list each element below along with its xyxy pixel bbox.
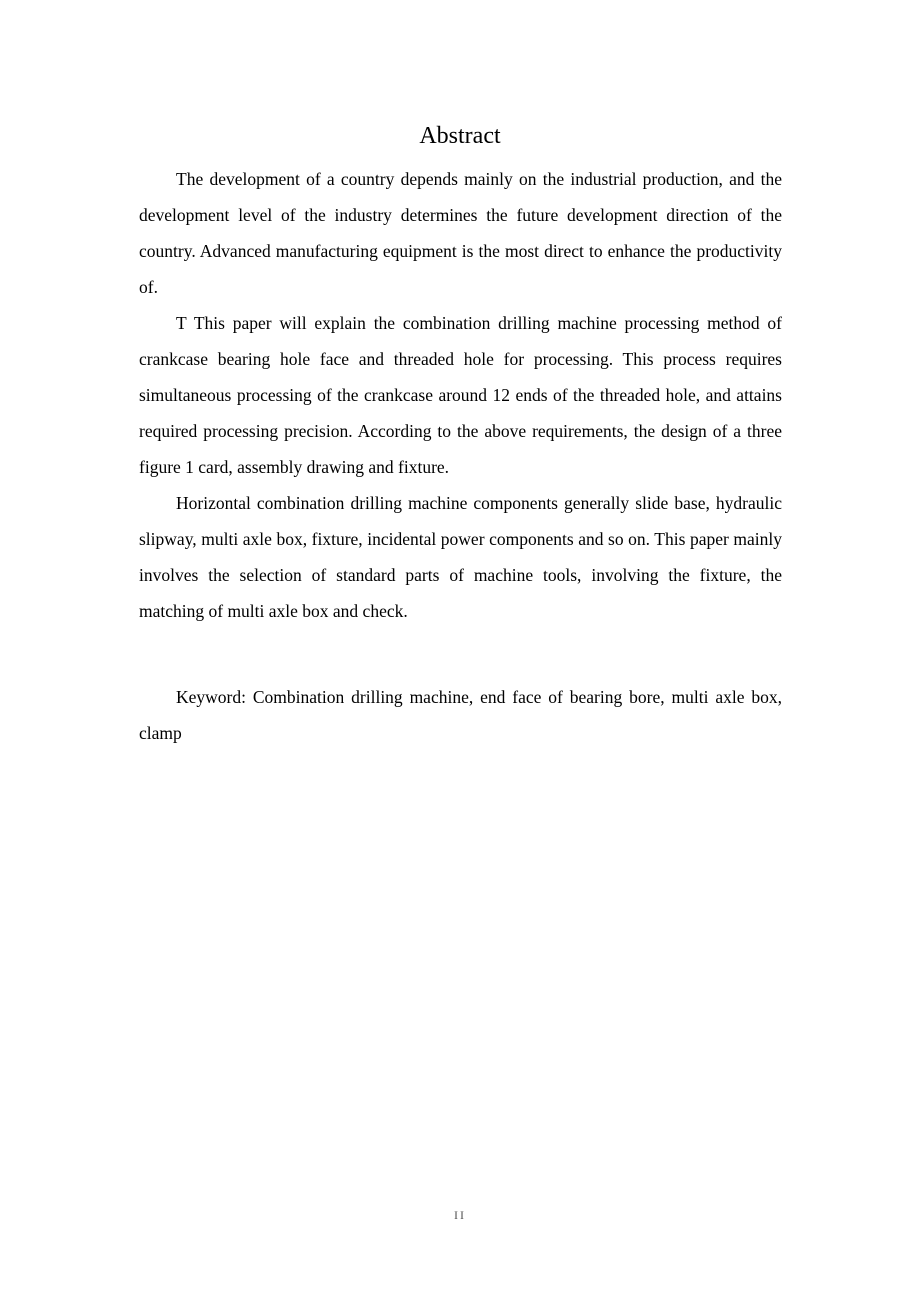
abstract-paragraph-3: Horizontal combination drilling machine components generally slide base, hydraulic slipway, multi axle box, fixture, incidental power components and so on. This paper mainly involves the selection of standard parts of machine tools, involving the fixture, the matching of multi axle box and check. bbox=[139, 493, 782, 621]
abstract-body bbox=[139, 161, 782, 629]
abstract-paragraph-1: The development of a country depends mainly on the industrial production, and the development level of the industry determines the future development direction of the country. Advanced manufacturing equipment is the most direct to enhance the productivity of. bbox=[139, 169, 782, 297]
abstract-title: Abstract bbox=[419, 123, 501, 149]
page-number: II bbox=[454, 1208, 466, 1222]
abstract-paragraph-2: T This paper will explain the combination drilling machine processing method of crankcase bearing hole face and threaded hole for processing. This process requires simultaneous processing of the crankcase around 12 ends of the threaded hole, and attains required processing precision. According to the above requirements, the design of a three figure 1 card, assembly drawing and fixture. bbox=[139, 313, 782, 477]
keywords-line: Keyword: Combination drilling machine, end face of bearing bore, multi axle box, clamp bbox=[139, 687, 782, 743]
